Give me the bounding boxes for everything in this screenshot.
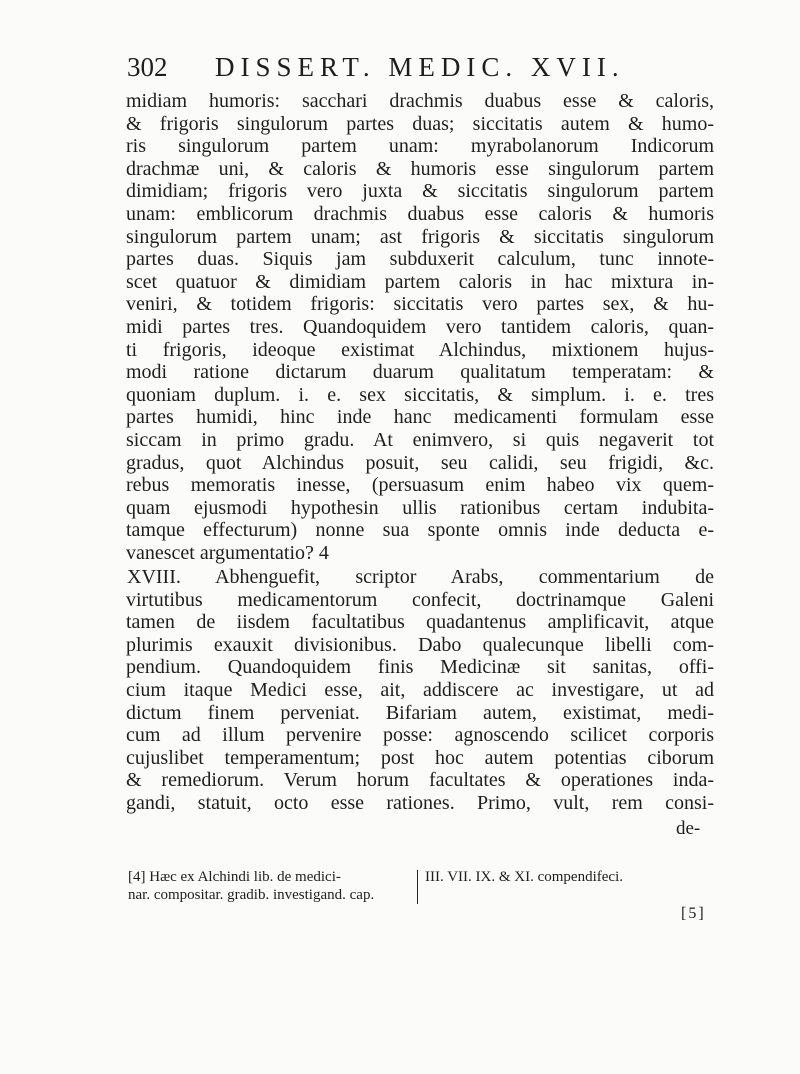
text-line: unam: emblicorum drachmis duabus esse caloris & humoris bbox=[126, 203, 714, 225]
text-line: siccam in primo gradu. At enimvero, si quis negaverit tot bbox=[126, 429, 714, 451]
text-line: cium itaque Medici esse, ait, addiscere ac investigare, ut ad bbox=[126, 679, 714, 701]
signature-mark: [5] bbox=[681, 905, 706, 922]
text-line: gandi, statuit, octo esse rationes. Primo, vult, rem consi- bbox=[126, 792, 714, 814]
text-line: cujuslibet temperamentum; post hoc autem potentias ciborum bbox=[126, 746, 714, 769]
page-number: 302 bbox=[127, 52, 168, 82]
page-header bbox=[127, 52, 712, 86]
footnote-divider bbox=[417, 870, 418, 904]
text-line: dimidiam; frigoris vero juxta & siccitatis singulorum partem bbox=[126, 180, 714, 203]
text-line: midi partes tres. Quandoquidem vero tantidem caloris, quan- bbox=[126, 316, 714, 338]
text-line: veniri, & totidem frigoris: siccitatis vero partes sex, & hu- bbox=[126, 293, 714, 316]
text-line: & frigoris singulorum partes duas; siccitatis autem & humo- bbox=[126, 112, 714, 135]
text-line: midiam humoris: sacchari drachmis duabus esse & caloris, bbox=[126, 90, 714, 112]
text-line: dictum finem perveniat. Bifariam autem, existimat, medi- bbox=[126, 701, 714, 724]
footnote-line: nar. compositar. gradib. investigand. cap. bbox=[128, 887, 375, 903]
text-line: gradus, quot Alchindus posuit, seu calidi, seu frigidi, &c. bbox=[126, 451, 714, 474]
footnote-line: [4] Hæc ex Alchindi lib. de medici- bbox=[128, 869, 341, 885]
text-line: quam ejusmodi hypothesin ullis rationibus certam indubita- bbox=[126, 496, 714, 519]
text-line: scet quatuor & dimidiam partem caloris in hac mixtura in- bbox=[126, 270, 714, 293]
text-line: quoniam duplum. i. e. sex siccitatis, & simplum. i. e. tres bbox=[126, 383, 714, 406]
text-line: plurimis exauxit divisionibus. Dabo qualecunque libelli com- bbox=[126, 633, 714, 656]
text-line: tamen de iisdem facultatibus quadantenus amplificavit, atque bbox=[126, 611, 714, 634]
text-line: virtutibus medicamentorum confecit, doctrinamque Galeni bbox=[126, 588, 714, 611]
footnote-right bbox=[425, 868, 695, 886]
text-line: rebus memoratis inesse, (persuasum enim habeo vix quem- bbox=[126, 474, 714, 497]
catchword: de- bbox=[676, 818, 701, 839]
text-line: pendium. Quandoquidem finis Medicinæ sit sanitas, offi- bbox=[126, 656, 714, 679]
footnote-line: III. VII. IX. & XI. compendifeci. bbox=[425, 869, 623, 885]
text-line: tamque effecturum) nonne sua sponte omnis inde deducta e- bbox=[126, 519, 714, 542]
section-heading-line: XVIII. Abhenguefit, scriptor Arabs, commentarium de bbox=[127, 566, 714, 588]
text-line: ris singulorum partem unam: myrabolanorum Indicorum bbox=[126, 135, 714, 158]
text-line: & remediorum. Verum horum facultates & operationes inda- bbox=[126, 769, 714, 792]
text-line: vanescet argumentatio? 4 bbox=[126, 542, 329, 564]
footnote-left bbox=[128, 868, 418, 904]
text-line: singulorum partem unam; ast frigoris & siccitatis singulorum bbox=[126, 225, 714, 248]
text-line: modi ratione dictarum duarum qualitatum temperatam: & bbox=[126, 361, 714, 384]
text-line: partes humidi, hinc inde hanc medicamenti formulam esse bbox=[126, 406, 714, 429]
text-line: drachmæ uni, & caloris & humoris esse singulorum partem bbox=[126, 157, 714, 180]
text-line: cum ad illum pervenire posse: agnoscendo scilicet corporis bbox=[126, 724, 714, 747]
text-line: ti frigoris, ideoque existimat Alchindus, mixtionem hujus- bbox=[126, 338, 714, 361]
text-line: partes duas. Siquis jam subduxerit calculum, tunc innote- bbox=[126, 248, 714, 271]
running-head: DISSERT. MEDIC. XVII. bbox=[215, 52, 625, 82]
